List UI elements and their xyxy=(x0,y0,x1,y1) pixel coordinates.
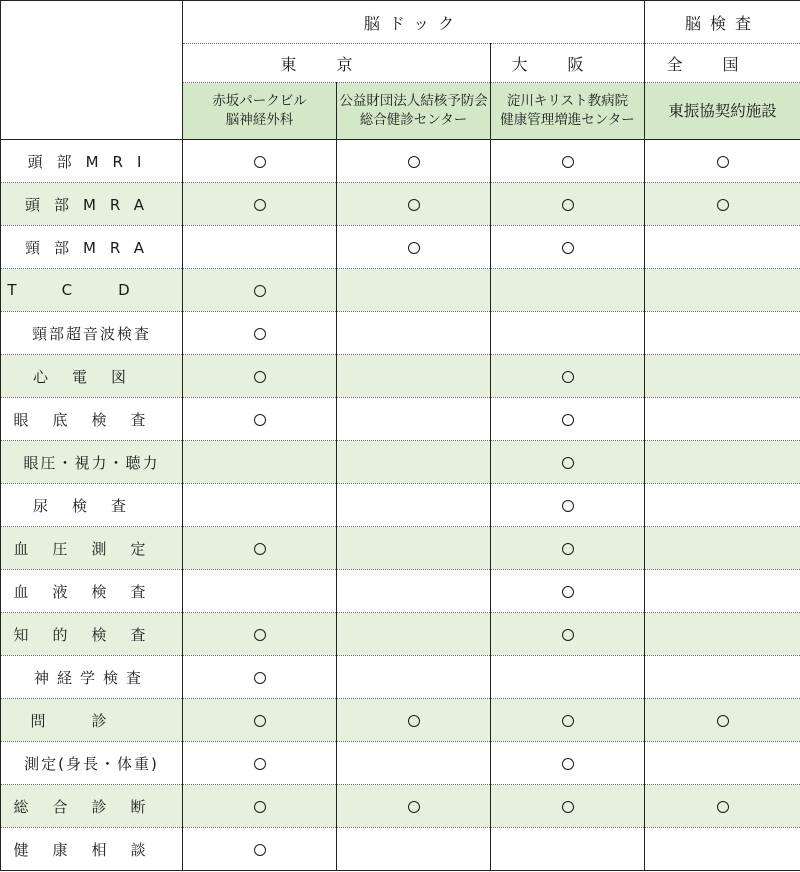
mark-cell xyxy=(183,183,337,226)
exam-rows xyxy=(1,140,800,871)
mark-cell xyxy=(491,742,645,785)
mark-cell xyxy=(645,398,800,441)
row-label: 健康相談 xyxy=(1,828,183,871)
table-row xyxy=(1,785,800,828)
mark-cell xyxy=(645,441,800,484)
mark-cell xyxy=(183,570,337,613)
mark-cell xyxy=(645,828,800,871)
table-row xyxy=(1,527,800,570)
mark-cell xyxy=(645,785,800,828)
available-mark-icon xyxy=(562,629,574,641)
row-label: 眼圧・視力・聴力 xyxy=(1,441,183,484)
table-row xyxy=(1,742,800,785)
row-label: 眼底検査 xyxy=(1,398,183,441)
mark-cell xyxy=(645,527,800,570)
available-mark-icon xyxy=(408,242,420,254)
mark-cell xyxy=(645,226,800,269)
mark-cell xyxy=(491,484,645,527)
row-label: 頸部超音波検査 xyxy=(1,312,183,355)
mark-cell xyxy=(491,613,645,656)
mark-cell xyxy=(645,269,800,312)
mark-cell xyxy=(337,527,491,570)
mark-cell xyxy=(337,570,491,613)
mark-cell xyxy=(645,699,800,742)
mark-cell xyxy=(183,785,337,828)
facility-line1: 公益財団法人結核予防会 xyxy=(339,93,488,109)
mark-cell xyxy=(337,355,491,398)
header-brain-exam: 脳検査 xyxy=(645,1,800,44)
facility-akasaka xyxy=(183,83,337,140)
facility-line1: 赤坂パークビル xyxy=(212,93,307,109)
mark-cell xyxy=(491,312,645,355)
mark-cell xyxy=(337,742,491,785)
table-row xyxy=(1,699,800,742)
facility-kekkaku xyxy=(337,83,491,140)
mark-cell xyxy=(645,355,800,398)
mark-cell xyxy=(183,269,337,312)
available-mark-icon xyxy=(717,199,729,211)
mark-cell xyxy=(337,441,491,484)
mark-cell xyxy=(183,699,337,742)
mark-cell xyxy=(337,398,491,441)
mark-cell xyxy=(645,742,800,785)
available-mark-icon xyxy=(562,242,574,254)
mark-cell xyxy=(337,785,491,828)
mark-cell xyxy=(183,742,337,785)
mark-cell xyxy=(183,527,337,570)
mark-cell xyxy=(491,355,645,398)
mark-cell xyxy=(337,226,491,269)
mark-cell xyxy=(491,570,645,613)
mark-cell xyxy=(491,441,645,484)
available-mark-icon xyxy=(254,156,266,168)
mark-cell xyxy=(183,656,337,699)
available-mark-icon xyxy=(408,156,420,168)
available-mark-icon xyxy=(562,371,574,383)
corner-cell xyxy=(1,1,183,140)
mark-cell xyxy=(645,140,800,183)
table-row xyxy=(1,355,800,398)
mark-cell xyxy=(645,656,800,699)
header-tokyo: 東京 xyxy=(183,44,491,83)
row-label: 測定(身長・体重) xyxy=(1,742,183,785)
available-mark-icon xyxy=(254,844,266,856)
mark-cell xyxy=(183,613,337,656)
available-mark-icon xyxy=(562,801,574,813)
available-mark-icon xyxy=(254,629,266,641)
mark-cell xyxy=(491,828,645,871)
row-label: 神経学検査 xyxy=(1,656,183,699)
row-label: 頸部MRA xyxy=(1,226,183,269)
row-label: 頭部MRA xyxy=(1,183,183,226)
mark-cell xyxy=(183,355,337,398)
row-label: 尿検査 xyxy=(1,484,183,527)
table-row xyxy=(1,140,800,183)
mark-cell xyxy=(491,183,645,226)
facility-line2: 総合健診センター xyxy=(359,112,468,128)
available-mark-icon xyxy=(254,758,266,770)
available-mark-icon xyxy=(562,156,574,168)
mark-cell xyxy=(183,398,337,441)
mark-cell xyxy=(645,613,800,656)
header-nationwide: 全国 xyxy=(645,44,800,83)
available-mark-icon xyxy=(562,457,574,469)
table-row xyxy=(1,441,800,484)
row-label: 知的検査 xyxy=(1,613,183,656)
table-row xyxy=(1,613,800,656)
table-row xyxy=(1,828,800,871)
mark-cell xyxy=(337,312,491,355)
table-row xyxy=(1,312,800,355)
available-mark-icon xyxy=(717,715,729,727)
facility-line2: 健康管理増進センター xyxy=(500,112,635,128)
mark-cell xyxy=(183,140,337,183)
available-mark-icon xyxy=(254,328,266,340)
available-mark-icon xyxy=(254,285,266,297)
mark-cell xyxy=(183,441,337,484)
mark-cell xyxy=(337,613,491,656)
row-label: 頭部MRI xyxy=(1,140,183,183)
available-mark-icon xyxy=(562,758,574,770)
mark-cell xyxy=(491,699,645,742)
header-row-program xyxy=(1,1,800,44)
row-label: TCD xyxy=(1,269,183,312)
mark-cell xyxy=(337,484,491,527)
available-mark-icon xyxy=(408,801,420,813)
row-label: 問診 xyxy=(1,699,183,742)
available-mark-icon xyxy=(717,156,729,168)
available-mark-icon xyxy=(254,199,266,211)
available-mark-icon xyxy=(254,543,266,555)
facility-yodogawa xyxy=(491,83,645,140)
facility-line1: 東振協契約施設 xyxy=(668,101,777,120)
mark-cell xyxy=(491,785,645,828)
mark-cell xyxy=(183,828,337,871)
available-mark-icon xyxy=(562,500,574,512)
table-row xyxy=(1,484,800,527)
mark-cell xyxy=(491,226,645,269)
available-mark-icon xyxy=(562,586,574,598)
available-mark-icon xyxy=(254,715,266,727)
table-row xyxy=(1,656,800,699)
facility-line1: 淀川キリスト教病院 xyxy=(506,93,629,109)
table-row xyxy=(1,183,800,226)
available-mark-icon xyxy=(717,801,729,813)
mark-cell xyxy=(645,183,800,226)
row-label: 心電図 xyxy=(1,355,183,398)
mark-cell xyxy=(491,140,645,183)
facility-line2: 脳神経外科 xyxy=(225,112,294,128)
table-row xyxy=(1,226,800,269)
row-label: 血液検査 xyxy=(1,570,183,613)
mark-cell xyxy=(645,570,800,613)
mark-cell xyxy=(491,269,645,312)
available-mark-icon xyxy=(254,801,266,813)
available-mark-icon xyxy=(408,199,420,211)
table-row xyxy=(1,398,800,441)
mark-cell xyxy=(337,269,491,312)
mark-cell xyxy=(337,140,491,183)
available-mark-icon xyxy=(254,371,266,383)
mark-cell xyxy=(183,312,337,355)
mark-cell xyxy=(491,398,645,441)
mark-cell xyxy=(491,656,645,699)
available-mark-icon xyxy=(254,414,266,426)
mark-cell xyxy=(337,699,491,742)
row-label: 血圧測定 xyxy=(1,527,183,570)
facility-toshinkyo xyxy=(645,83,800,140)
mark-cell xyxy=(491,527,645,570)
header-brain-dock: 脳ドック xyxy=(183,1,645,44)
mark-cell xyxy=(337,183,491,226)
available-mark-icon xyxy=(562,543,574,555)
available-mark-icon xyxy=(254,672,266,684)
available-mark-icon xyxy=(562,715,574,727)
available-mark-icon xyxy=(562,414,574,426)
mark-cell xyxy=(645,484,800,527)
mark-cell xyxy=(337,656,491,699)
row-label: 総合診断 xyxy=(1,785,183,828)
mark-cell xyxy=(183,484,337,527)
header-osaka: 大阪 xyxy=(491,44,645,83)
available-mark-icon xyxy=(562,199,574,211)
mark-cell xyxy=(337,828,491,871)
mark-cell xyxy=(645,312,800,355)
mark-cell xyxy=(183,226,337,269)
available-mark-icon xyxy=(408,715,420,727)
table-row xyxy=(1,269,800,312)
table-row xyxy=(1,570,800,613)
